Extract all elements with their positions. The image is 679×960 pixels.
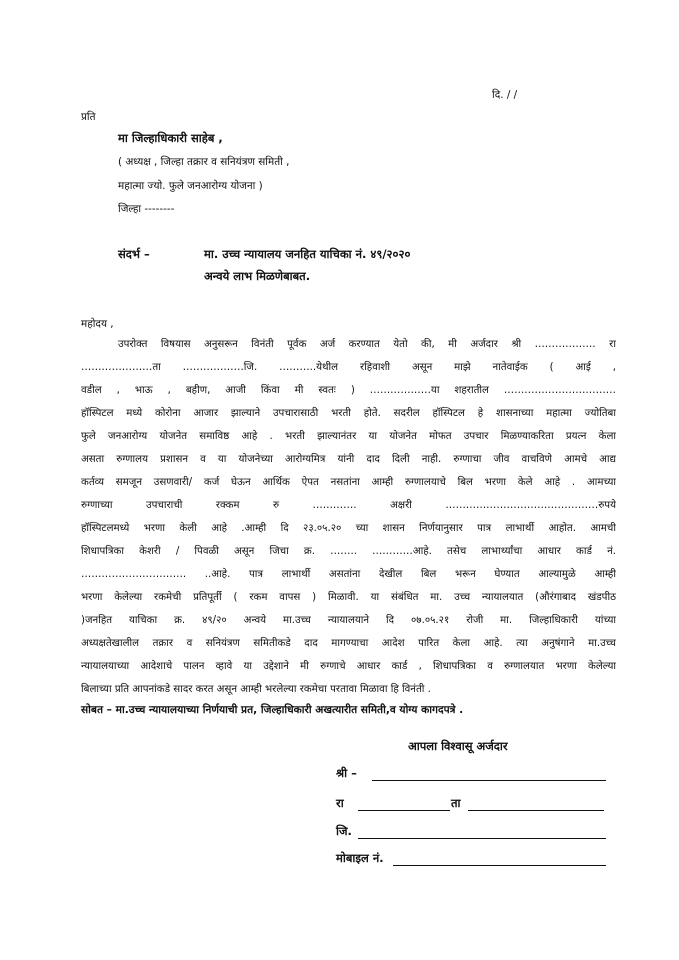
ji-blank bbox=[358, 838, 606, 839]
ta-blank bbox=[468, 810, 604, 811]
addressee-designation: ( अध्यक्ष , जिल्हा तक्रार व सनियंत्रण समिती , bbox=[118, 156, 290, 168]
body-line: उपरोक्त विषयास अनुसरून विनंती पूर्वक अर्ज करण्यात येतो की, मी अर्जदार श्री ……………… रा bbox=[118, 339, 616, 350]
ra-label: रा bbox=[336, 796, 344, 810]
body-line: न्यायालयाच्या आदेशाचे पालन व्हावे या उद्देशाने मी रुग्णाचे आधार कार्ड , शिधापत्रिका व रुग्णालयात भरणा केलेल्या bbox=[81, 661, 616, 672]
reference-label: संदर्भ – bbox=[118, 247, 150, 261]
addressee-scheme: महात्मा ज्यो. फुले जनआरोग्य योजना ) bbox=[118, 180, 263, 192]
mobile-blank bbox=[393, 865, 606, 866]
body-line: असता रुग्णालय प्रशासन व या योजनेच्या आरोग्यमित्र यांनी दाद दिली नाही. रुग्णाचा जीव वाचविणे आमचे आद्य bbox=[81, 454, 616, 465]
body-line: वडील , भाऊ , बहीण, आजी किंवा मी स्वतः ) ………………या शहरातील …………………………… bbox=[81, 385, 616, 396]
body-line: …………………ता ………………जि. ………..येथील रहिवाशी असून माझे नातेवाईक ( आई , bbox=[81, 362, 616, 373]
prati-label: प्रति bbox=[81, 111, 96, 123]
addressee-district: जिल्हा -------- bbox=[118, 203, 175, 215]
salutation: महोदय , bbox=[81, 318, 114, 330]
ji-label: जि. bbox=[336, 824, 352, 838]
reference-line-2: अन्वये लाभ मिळणेबाबत. bbox=[204, 269, 311, 283]
ra-blank bbox=[358, 810, 450, 811]
body-line: हॉस्पिटलमध्ये भरणा केली आहे .आम्ही दि २३.०५.२० च्या शासन निर्णयानुसार पात्र लाभार्थी आहोत. आमची bbox=[81, 523, 616, 534]
mobile-label: मोबाइल नं. bbox=[336, 851, 384, 865]
body-line: बिलाच्या प्रति आपनांकडे सादर करत असून आम्ही भरलेल्या रकमेचा परतावा मिळावा हि विनंती . bbox=[81, 684, 431, 695]
ta-label: ता bbox=[451, 796, 461, 810]
enclosure-line: सोबत – मा.उच्च न्यायालयाच्या निर्णयाची प्रत, जिल्हाधिकारी अखत्यारीत समिती,व योग्य कागदपत्रे . bbox=[81, 704, 464, 716]
body-line: फुले जनआरोग्य योजनेत समाविष्ठ आहे . भरती झाल्यानंतर या योजनेत मोफत उपचार मिळण्याकरिता प्रयत्न केला bbox=[81, 431, 616, 442]
signature-heading: आपला विश्वासू अर्जदार bbox=[408, 739, 508, 753]
shri-label: श्री – bbox=[336, 766, 357, 780]
body-line: कर्तव्य समजून उसणवारी/ कर्ज घेऊन आर्थिक ऐपत नसतांना आम्ही रुग्णालयाचे बिल भरणा केले आहे . आमच्या bbox=[81, 477, 616, 488]
body-line: …………………………. ..आहे. पात्र लाभार्थी असतांना देखील बिल भरून घेण्यात आल्यामुळे आम्ही bbox=[81, 569, 616, 580]
body-line: रुग्णाच्या उपचाराची रक्कम रु …………. अक्षरी ………………………………………रुपये bbox=[81, 500, 616, 511]
shri-blank bbox=[372, 780, 606, 781]
body-line: भरणा केलेल्या रकमेची प्रतिपूर्ती ( रकम वापस ) मिळावी. या संबंधित मा. उच्च न्यायालयात (औरंगाबाद खंडपीठ bbox=[81, 592, 616, 603]
date-line: दि. / / bbox=[492, 89, 518, 101]
body-line: अध्यक्षतेखालील तक्रार व सनियंत्रण समितीकडे दाद मागण्याचा आदेश पारित केला आहे. त्या अनुषंगाने मा.उच्च bbox=[81, 638, 616, 649]
body-line: )जनहित याचिका क्र. ४९/२० अन्वये मा.उच्च न्यायालयाने दि ०७.०५.२१ रोजी मा. जिल्हाधिकारी यांच्या bbox=[81, 615, 616, 626]
body-line: हॉस्पिटल मध्ये कोरोना आजार झाल्याने उपचारासाठी भरती होते. सदरील हॉस्पिटल हे शासनाच्या महात्मा ज्योतिबा bbox=[81, 408, 616, 419]
body-line: शिधापत्रिका केशरी / पिवळी असून जिचा क्र. …….. …………आहे. तसेच लाभार्थ्यांचा आधार कार्ड नं. bbox=[81, 546, 616, 557]
addressee-title: मा जिल्हाधिकारी साहेब , bbox=[118, 131, 223, 145]
reference-line-1: मा. उच्च न्यायालय जनहित याचिका नं. ४९/२०२० bbox=[204, 247, 411, 261]
